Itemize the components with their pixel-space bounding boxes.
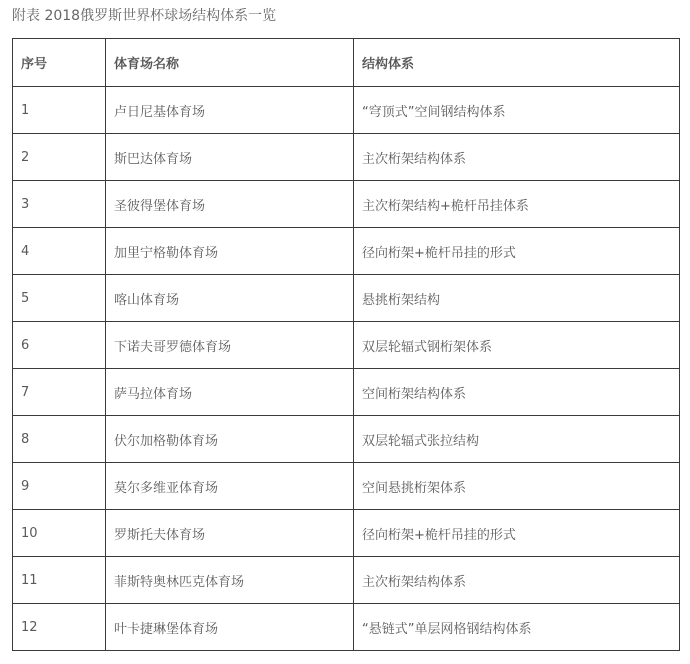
table-caption: 附表 2018俄罗斯世界杯球场结构体系一览	[12, 8, 277, 24]
cell-structure-system: 双层轮辐式钢桁架体系	[354, 322, 680, 369]
cell-structure-system: 空间桁架结构体系	[354, 369, 680, 416]
cell-structure-system: 主次桁架结构+桅杆吊挂体系	[354, 181, 680, 228]
cell-index: 9	[13, 463, 106, 510]
cell-stadium-name: 圣彼得堡体育场	[106, 181, 354, 228]
cell-stadium-name: 菲斯特奥林匹克体育场	[106, 557, 354, 604]
table-row	[13, 463, 680, 510]
table-body	[13, 87, 680, 651]
table-header	[13, 39, 680, 87]
table-row	[13, 181, 680, 228]
cell-structure-system: 双层轮辐式张拉结构	[354, 416, 680, 463]
cell-index: 6	[13, 322, 106, 369]
cell-stadium-name: 罗斯托夫体育场	[106, 510, 354, 557]
cell-stadium-name: 叶卡捷琳堡体育场	[106, 604, 354, 651]
cell-stadium-name: 喀山体育场	[106, 275, 354, 322]
cell-index: 3	[13, 181, 106, 228]
cell-structure-system: 空间悬挑桁架体系	[354, 463, 680, 510]
cell-stadium-name: 下诺夫哥罗德体育场	[106, 322, 354, 369]
cell-structure-system: 主次桁架结构体系	[354, 134, 680, 181]
cell-index: 1	[13, 87, 106, 134]
table-row	[13, 510, 680, 557]
header-index: 序号	[13, 39, 106, 87]
cell-index: 4	[13, 228, 106, 275]
cell-structure-system: 悬挑桁架结构	[354, 275, 680, 322]
cell-index: 10	[13, 510, 106, 557]
cell-structure-system: 径向桁架+桅杆吊挂的形式	[354, 228, 680, 275]
stadium-structure-table	[12, 38, 680, 651]
cell-stadium-name: 斯巴达体育场	[106, 134, 354, 181]
cell-stadium-name: 萨马拉体育场	[106, 369, 354, 416]
cell-index: 8	[13, 416, 106, 463]
cell-stadium-name: 加里宁格勒体育场	[106, 228, 354, 275]
cell-index: 5	[13, 275, 106, 322]
cell-structure-system: “悬链式”单层网格钢结构体系	[354, 604, 680, 651]
cell-stadium-name: 卢日尼基体育场	[106, 87, 354, 134]
table-row	[13, 228, 680, 275]
header-row	[13, 39, 680, 87]
cell-structure-system: 主次桁架结构体系	[354, 557, 680, 604]
table-row	[13, 604, 680, 651]
cell-stadium-name: 伏尔加格勒体育场	[106, 416, 354, 463]
cell-structure-system: “穹顶式”空间钢结构体系	[354, 87, 680, 134]
header-structure-system: 结构体系	[354, 39, 680, 87]
cell-index: 12	[13, 604, 106, 651]
table-row	[13, 369, 680, 416]
table-row	[13, 87, 680, 134]
cell-index: 7	[13, 369, 106, 416]
table-row	[13, 557, 680, 604]
cell-stadium-name: 莫尔多维亚体育场	[106, 463, 354, 510]
table-row	[13, 416, 680, 463]
cell-structure-system: 径向桁架+桅杆吊挂的形式	[354, 510, 680, 557]
table-row	[13, 134, 680, 181]
table-row	[13, 275, 680, 322]
table-row	[13, 322, 680, 369]
header-stadium-name: 体育场名称	[106, 39, 354, 87]
cell-index: 11	[13, 557, 106, 604]
cell-index: 2	[13, 134, 106, 181]
